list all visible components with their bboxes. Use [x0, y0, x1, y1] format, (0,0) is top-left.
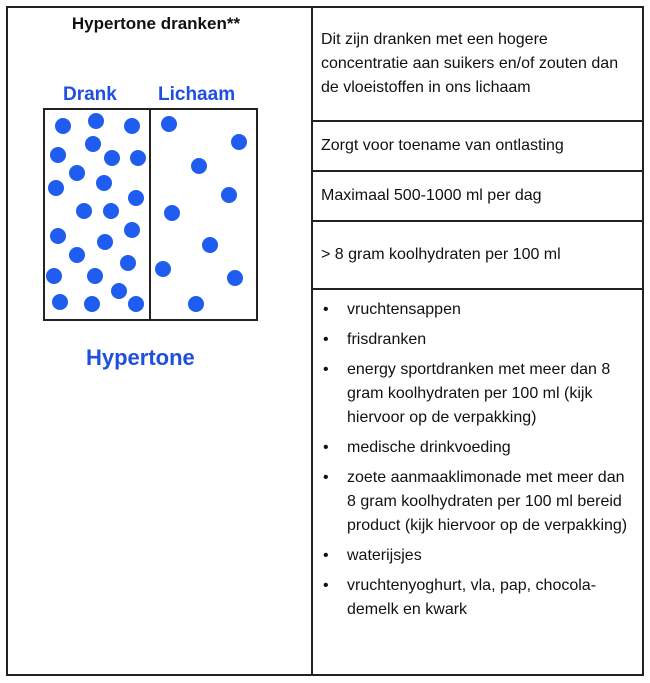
particle-dot [96, 175, 112, 191]
particle-dot [55, 118, 71, 134]
particle-dot [50, 228, 66, 244]
example-text: energy sportdranken met meer dan 8 gram koolhydraten per 100 ml (kijk hiervoor op de verpakking) [347, 361, 611, 426]
particle-dot [128, 296, 144, 312]
label-drank: Drank [63, 84, 117, 105]
particle-dot [130, 150, 146, 166]
bullet-icon: • [323, 301, 329, 318]
example-text: waterijsjes [347, 547, 422, 564]
particle-dot [103, 203, 119, 219]
examples-list [313, 298, 642, 628]
row-definition [313, 8, 642, 122]
particle-dot [48, 180, 64, 196]
example-item [323, 436, 632, 460]
row-effect [313, 122, 642, 172]
row-definition-text: Dit zijn dranken met een hogere concentratie aan suikers en/of zouten dan de vloeistoffen in ons lichaam [321, 31, 619, 96]
example-item [323, 358, 632, 430]
particle-dot [88, 113, 104, 129]
example-text: vruchtenyoghurt, vla, pap, chocola-demelk en kwark [347, 577, 597, 618]
particle-dot [161, 116, 177, 132]
example-text: zoete aanmaaklimonade met meer dan 8 gram koolhydraten per 100 ml bereid product (kijk hiervoor op de verpakking) [347, 469, 628, 534]
particle-dot [69, 165, 85, 181]
example-item [323, 466, 632, 538]
row-maximum-text: Maximaal 500-1000 ml per dag [321, 187, 542, 204]
diagram-caption: Hypertone [86, 345, 195, 370]
particle-dot [85, 136, 101, 152]
particle-dot [155, 261, 171, 277]
info-table [6, 6, 644, 676]
label-lichaam: Lichaam [158, 84, 236, 105]
example-item [323, 544, 632, 568]
particle-dot [128, 190, 144, 206]
particle-dot [188, 296, 204, 312]
particle-dot [164, 205, 180, 221]
particle-dot [84, 296, 100, 312]
bullet-icon: • [323, 547, 329, 564]
row-carbs-text: > 8 gram koolhydraten per 100 ml [321, 246, 561, 263]
example-item [323, 298, 632, 322]
bullet-icon: • [323, 577, 329, 594]
bullet-icon: • [323, 469, 329, 486]
example-text: frisdranken [347, 331, 427, 348]
particle-dot [124, 222, 140, 238]
particle-dot [69, 247, 85, 263]
row-carbs [313, 222, 642, 290]
bullet-icon: • [323, 439, 329, 456]
example-text: medische drinkvoeding [347, 439, 511, 456]
example-item [323, 328, 632, 352]
particle-dot [120, 255, 136, 271]
right-column [313, 8, 642, 674]
particle-dot [52, 294, 68, 310]
particle-dot [46, 268, 62, 284]
bullet-icon: • [323, 361, 329, 378]
particle-dot [191, 158, 207, 174]
example-text: vruchtensappen [347, 301, 461, 318]
particle-dot [104, 150, 120, 166]
row-maximum [313, 172, 642, 222]
left-column [8, 8, 311, 674]
table-title: Hypertone dranken** [71, 14, 241, 33]
particle-dot [221, 187, 237, 203]
row-effect-text: Zorgt voor toename van ontlasting [321, 137, 564, 154]
hypertone-diagram [8, 8, 308, 668]
particle-dot [202, 237, 218, 253]
bullet-icon: • [323, 331, 329, 348]
particle-dot [50, 147, 66, 163]
particle-dot [111, 283, 127, 299]
particle-dot [231, 134, 247, 150]
particle-dot [227, 270, 243, 286]
particle-dot [124, 118, 140, 134]
particle-dot [97, 234, 113, 250]
lichaam-dots [155, 116, 247, 312]
particle-dot [76, 203, 92, 219]
drank-dots [46, 113, 146, 312]
example-item [323, 574, 632, 622]
particle-dot [87, 268, 103, 284]
